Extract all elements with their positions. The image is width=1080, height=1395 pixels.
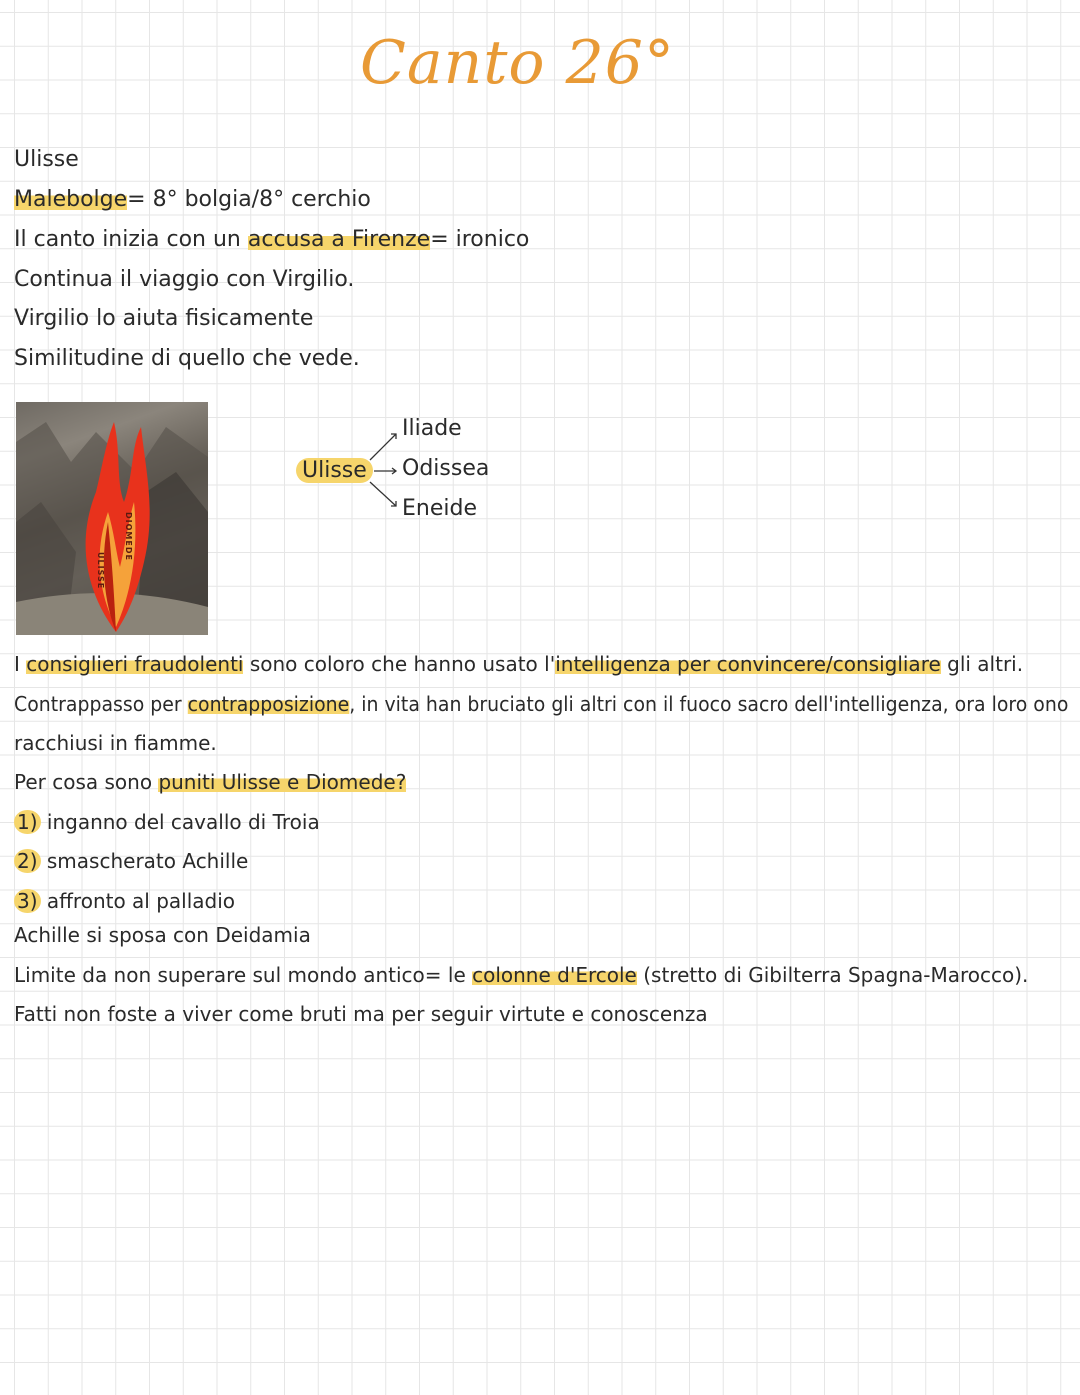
- note-text: (stretto di Gibilterra Spagna-Marocco).: [636, 963, 1029, 987]
- note-text: I: [14, 652, 27, 676]
- flame-painting-svg: [16, 402, 208, 635]
- diagram-branch: Odissea: [402, 456, 490, 481]
- note-line: [14, 186, 371, 214]
- flame-painting: [16, 402, 208, 635]
- highlighted-term: intelligenza per convincere/consigliare: [555, 652, 941, 676]
- diagram-center: Ulisse: [296, 458, 373, 483]
- list-number: 3): [14, 889, 41, 913]
- page-title: Canto 26°: [360, 28, 675, 98]
- note-text: Virgilio lo aiuta fisicamente: [14, 306, 314, 331]
- note-text: Continua il viaggio con Virgilio.: [14, 267, 355, 292]
- note-line: [14, 729, 217, 757]
- note-line: [14, 921, 311, 949]
- note-text: = ironico: [430, 227, 530, 252]
- note-line: [14, 768, 406, 796]
- highlighted-term: contrapposizione: [187, 692, 350, 716]
- note-text: Per cosa sono: [14, 770, 159, 794]
- highlighted-term: consiglieri fraudolenti: [26, 652, 244, 676]
- note-text: Fatti non foste a viver come bruti ma per seguir virtute e conoscenza: [14, 1002, 708, 1026]
- note-text: affronto al palladio: [40, 889, 236, 913]
- diagram-branch: Iliade: [402, 416, 462, 441]
- highlighted-term: Malebolge: [14, 187, 128, 212]
- diagram-branch: Eneide: [402, 496, 477, 521]
- list-item: [14, 808, 320, 836]
- note-line: [14, 266, 354, 294]
- note-line: [14, 345, 360, 373]
- ulisse-diagram: [290, 410, 520, 540]
- note-line: [14, 650, 1023, 678]
- note-text: , in vita han bruciato gli altri con il fuoco sacro dell'intelligenza, ora loro ono: [349, 692, 1069, 716]
- note-text: Il canto inizia con un: [14, 227, 248, 252]
- note-line: [14, 690, 1068, 718]
- list-item: [14, 887, 235, 915]
- note-text: Limite da non superare sul mondo antico= le: [14, 963, 473, 987]
- note-line: [14, 226, 529, 254]
- list-number: 2): [14, 849, 41, 873]
- note-text: inganno del cavallo di Troia: [40, 810, 320, 834]
- note-line: [14, 961, 1028, 989]
- note-text: racchiusi in fiamme.: [14, 731, 217, 755]
- note-text: = 8° bolgia/8° cerchio: [127, 187, 371, 212]
- highlighted-term: colonne d'Ercole: [472, 963, 637, 987]
- note-line: [14, 305, 313, 333]
- highlighted-term: accusa a Firenze: [247, 227, 431, 252]
- note-text: sono coloro che hanno usato l': [243, 652, 556, 676]
- highlighted-term: puniti Ulisse e Diomede?: [158, 770, 407, 794]
- note-text: Contrappasso per: [14, 692, 188, 716]
- list-number: 1): [14, 810, 41, 834]
- painting-label-ulisse: ULISSE: [96, 552, 105, 590]
- note-text: gli altri.: [940, 652, 1024, 676]
- note-text: smascherato Achille: [40, 849, 249, 873]
- note-line: [14, 146, 79, 174]
- note-text: Ulisse: [14, 147, 79, 172]
- list-item: [14, 847, 248, 875]
- painting-label-diomede: DIOMEDE: [124, 512, 133, 561]
- note-text: Similitudine di quello che vede.: [14, 346, 360, 371]
- note-text: Achille si sposa con Deidamia: [14, 923, 311, 947]
- note-line: [14, 1000, 708, 1028]
